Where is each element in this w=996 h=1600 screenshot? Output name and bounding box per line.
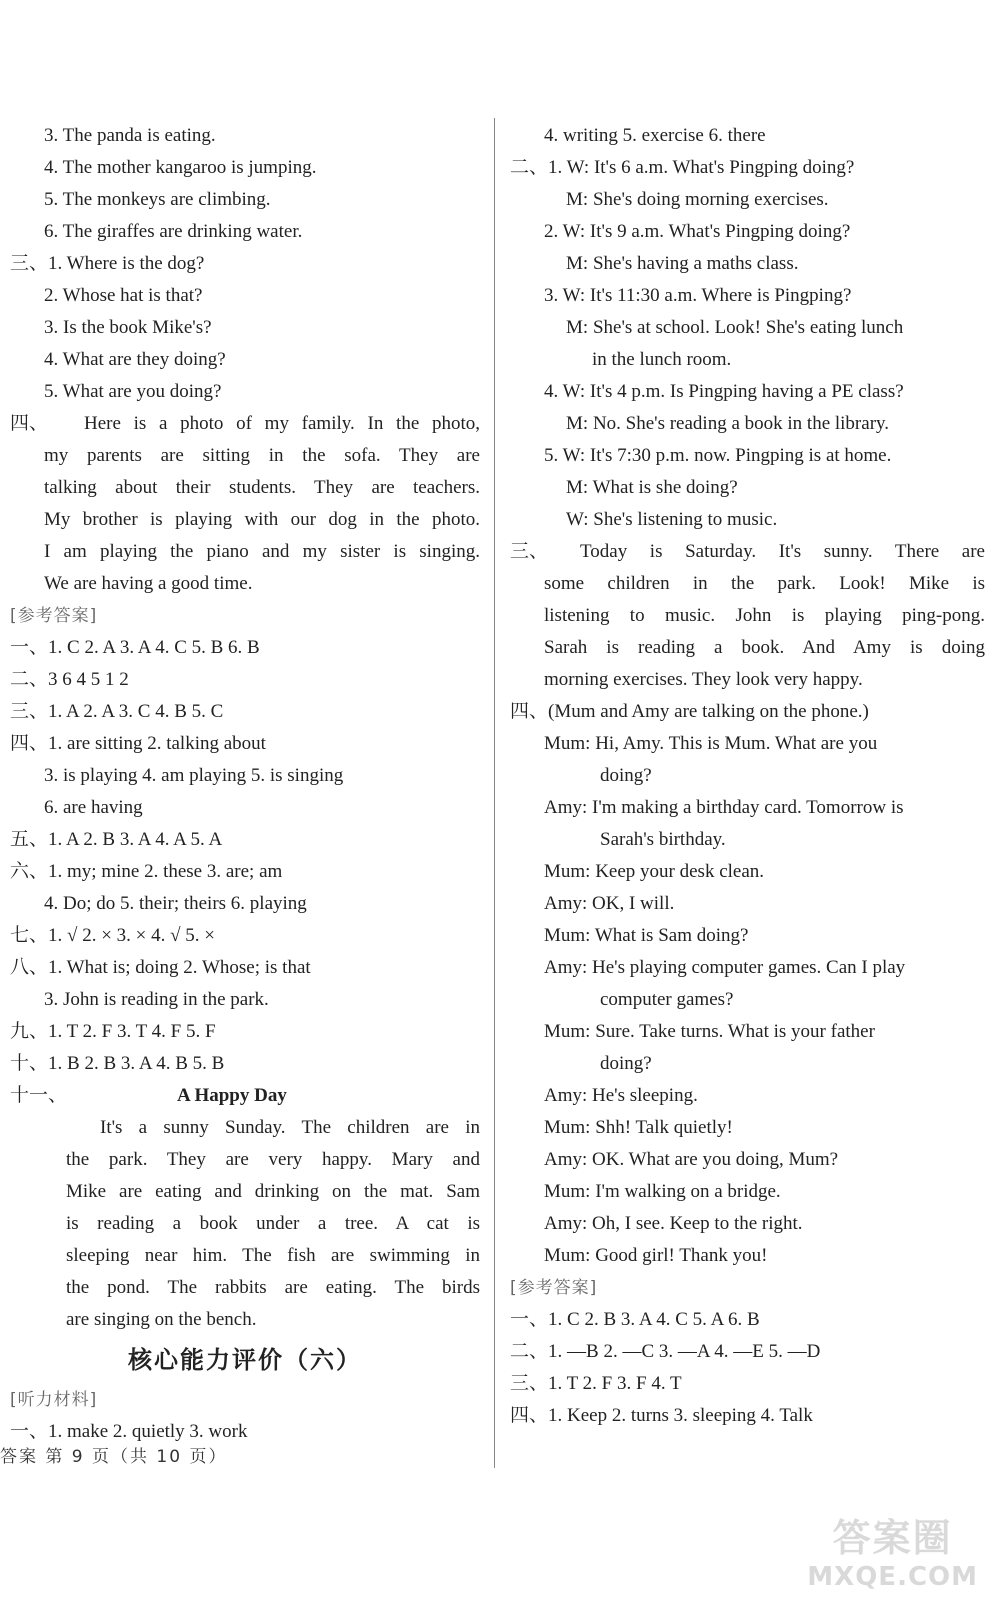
paragraph-line: Today is Saturday. It's sunny. There are xyxy=(580,541,985,562)
paragraph-line: We are having a good time. xyxy=(44,573,253,594)
answer-line xyxy=(10,824,480,856)
dialogue-line xyxy=(510,1144,985,1176)
dialogue-line xyxy=(510,312,985,344)
dialogue-line xyxy=(510,376,985,408)
section-label: 三、 xyxy=(10,701,49,722)
speaker: 2. W: xyxy=(544,221,586,242)
section-shiyi xyxy=(10,1080,480,1112)
dialogue-intro: (Mum and Amy are talking on the phone.) xyxy=(548,701,869,722)
answer-line xyxy=(10,856,480,888)
section-label: 十一、 xyxy=(10,1085,68,1106)
dialogue-line: Sarah's birthday. xyxy=(600,829,726,850)
question-item: 4. What are they doing? xyxy=(44,349,226,370)
dialogue-text: Good girl! Thank you! xyxy=(595,1245,768,1266)
answer-text: 1. my; mine 2. these 3. are; am xyxy=(48,861,283,882)
paragraph-line: Sarah is reading a book. And Amy is doing xyxy=(544,637,985,658)
section-label: 二、 xyxy=(510,157,549,178)
dialogue-line xyxy=(510,280,985,312)
speaker: Mum: xyxy=(544,925,591,946)
dialogue-text: What is she doing? xyxy=(592,477,738,498)
paragraph-line: Here is a photo of my family. In the photo, xyxy=(84,413,480,434)
dialogue-text: Shh! Talk quietly! xyxy=(595,1117,733,1138)
answer-text: 1. C 2. B 3. A 4. C 5. A 6. B xyxy=(548,1309,760,1330)
section-label: 八、 xyxy=(10,957,49,978)
answer-text: 1. T 2. F 3. T 4. F 5. F xyxy=(48,1021,216,1042)
answer-text: 1. √ 2. × 3. × 4. √ 5. × xyxy=(48,925,216,946)
answer-line xyxy=(10,728,480,760)
answer-line xyxy=(10,632,480,664)
dialogue-text: OK, I will. xyxy=(592,893,675,914)
answer-line xyxy=(10,1016,480,1048)
paragraph-line: morning exercises. They look very happy. xyxy=(544,669,863,690)
paragraph-line: talking about their students. They are teachers. xyxy=(44,477,480,498)
answers-header: [参考答案] xyxy=(10,606,98,626)
section-label: 二、 xyxy=(10,669,49,690)
text-line: 3. The panda is eating. xyxy=(44,125,216,146)
story-line: It's a sunny Sunday. The children are in xyxy=(100,1117,480,1138)
story-line: is reading a book under a tree. A cat is xyxy=(66,1213,480,1234)
speaker: M: xyxy=(566,477,589,498)
answer-line: 3. John is reading in the park. xyxy=(44,989,269,1010)
story-line: Mike are eating and drinking on the mat. Sam xyxy=(66,1181,480,1202)
dialogue-text: She's having a maths class. xyxy=(592,253,799,274)
answer-line xyxy=(510,1368,985,1400)
dialogue-text: He's sleeping. xyxy=(592,1085,698,1106)
story-line: the pond. The rabbits are eating. The birds xyxy=(66,1277,480,1298)
speaker: W: xyxy=(566,509,589,530)
watermark-url: MXQE.COM xyxy=(807,1562,978,1592)
answers-header: [参考答案] xyxy=(510,1278,598,1298)
answer-line xyxy=(510,1304,985,1336)
question-item: 5. What are you doing? xyxy=(44,381,222,402)
speaker: Mum: xyxy=(544,1181,591,1202)
answer-text: 1. make 2. quietly 3. work xyxy=(48,1421,248,1442)
section-label: 三、 xyxy=(510,541,549,562)
page-footer: 答案 第 9 页（共 10 页） xyxy=(0,1447,228,1467)
dialogue-text: Oh, I see. Keep to the right. xyxy=(592,1213,803,1234)
speaker: 1. W: xyxy=(548,157,590,178)
answer-text: 3 6 4 5 1 2 xyxy=(48,669,129,690)
column-divider xyxy=(494,118,495,1468)
watermark-logo xyxy=(807,1507,978,1592)
section-title: 核心能力评价（六） xyxy=(128,1346,362,1374)
answer-line xyxy=(10,696,480,728)
answer-text: 1. B 2. B 3. A 4. B 5. B xyxy=(48,1053,225,1074)
speaker: Mum: xyxy=(544,861,591,882)
dialogue-line xyxy=(510,1240,985,1272)
question-item: 1. Where is the dog? xyxy=(48,253,205,274)
dialogue-text: She's doing morning exercises. xyxy=(592,189,829,210)
speaker: Amy: xyxy=(544,1149,588,1170)
section-label: 一、 xyxy=(10,637,49,658)
dialogue-line xyxy=(510,1016,985,1048)
dialogue-text: I'm walking on a bridge. xyxy=(595,1181,781,1202)
story-title: A Happy Day xyxy=(177,1085,287,1106)
dialogue-line xyxy=(510,248,985,280)
dialogue-text: It's 7:30 p.m. now. Pingping is at home. xyxy=(589,445,892,466)
answer-line xyxy=(10,920,480,952)
speaker: Mum: xyxy=(544,1021,591,1042)
dialogue-line: computer games? xyxy=(600,989,734,1010)
answer-text: 1. are sitting 2. talking about xyxy=(48,733,266,754)
speaker: Amy: xyxy=(544,957,588,978)
section-label: 一、 xyxy=(510,1309,549,1330)
text-line: 4. writing 5. exercise 6. there xyxy=(544,125,766,146)
dialogue-line xyxy=(510,728,985,760)
dialogue-line xyxy=(510,184,985,216)
speaker: Amy: xyxy=(544,797,588,818)
dialogue-line xyxy=(510,920,985,952)
text-line: 6. The giraffes are drinking water. xyxy=(44,221,303,242)
story-line: are singing on the bench. xyxy=(66,1309,257,1330)
section-label: 九、 xyxy=(10,1021,49,1042)
dialogue-line: doing? xyxy=(600,1053,652,1074)
dialogue-text: Keep your desk clean. xyxy=(595,861,765,882)
dialogue-line xyxy=(510,888,985,920)
answer-line xyxy=(10,1048,480,1080)
section-label: 七、 xyxy=(10,925,49,946)
dialogue-line xyxy=(510,1208,985,1240)
story-line: sleeping near him. The fish are swimming in xyxy=(66,1245,480,1266)
dialogue-line xyxy=(510,472,985,504)
speaker: 5. W: xyxy=(544,445,586,466)
dialogue-text: What is Sam doing? xyxy=(594,925,749,946)
question-item: 3. Is the book Mike's? xyxy=(44,317,212,338)
answer-line: 3. is playing 4. am playing 5. is singing xyxy=(44,765,344,786)
left-column xyxy=(10,120,480,1448)
speaker: M: xyxy=(566,253,589,274)
dialogue-line xyxy=(510,952,985,984)
answer-text: 1. A 2. A 3. C 4. B 5. C xyxy=(48,701,224,722)
section-san xyxy=(510,536,985,568)
speaker: 3. W: xyxy=(544,285,586,306)
answer-line xyxy=(10,664,480,696)
section-label: 五、 xyxy=(10,829,49,850)
dialogue-line xyxy=(510,1176,985,1208)
paragraph-line: listening to music. John is playing ping-pong. xyxy=(544,605,985,626)
speaker: M: xyxy=(566,413,589,434)
question-item: 2. Whose hat is that? xyxy=(44,285,203,306)
section-label: 四、 xyxy=(510,1405,549,1426)
section-label: 六、 xyxy=(10,861,49,882)
paragraph-line: some children in the park. Look! Mike is xyxy=(544,573,985,594)
watermark-text: 答案圈 xyxy=(832,1516,953,1560)
answer-line: 6. are having xyxy=(44,797,143,818)
speaker: Amy: xyxy=(544,893,588,914)
answer-line xyxy=(510,1336,985,1368)
speaker: Amy: xyxy=(544,1213,588,1234)
dialogue-text: She's listening to music. xyxy=(593,509,778,530)
right-column xyxy=(510,120,985,1432)
speaker: M: xyxy=(566,317,589,338)
speaker: 4. W: xyxy=(544,381,586,402)
dialogue-text: He's playing computer games. Can I play xyxy=(592,957,906,978)
dialogue-text: No. She's reading a book in the library. xyxy=(592,413,890,434)
dialogue-line xyxy=(510,1112,985,1144)
dialogue-line: in the lunch room. xyxy=(592,349,732,370)
section-si xyxy=(10,408,480,440)
answer-line xyxy=(510,1400,985,1432)
answer-text: 1. Keep 2. turns 3. sleeping 4. Talk xyxy=(548,1405,813,1426)
answer-text: 1. A 2. B 3. A 4. A 5. A xyxy=(48,829,223,850)
section-label: 一、 xyxy=(10,1421,49,1442)
section-label: 三、 xyxy=(10,253,49,274)
dialogue-text: I'm making a birthday card. Tomorrow is xyxy=(592,797,904,818)
dialogue-line xyxy=(510,152,985,184)
dialogue-text: It's 6 a.m. What's Pingping doing? xyxy=(593,157,855,178)
speaker: Amy: xyxy=(544,1085,588,1106)
dialogue-line xyxy=(510,408,985,440)
dialogue-text: She's at school. Look! She's eating lunch xyxy=(592,317,904,338)
paragraph-line: my parents are sitting in the sofa. They are xyxy=(44,445,480,466)
dialogue-line xyxy=(510,440,985,472)
section-label: 二、 xyxy=(510,1341,549,1362)
section-label: 四、 xyxy=(10,733,49,754)
answer-line: 4. Do; do 5. their; theirs 6. playing xyxy=(44,893,307,914)
speaker: Mum: xyxy=(544,1245,591,1266)
story-line: the park. They are very happy. Mary and xyxy=(66,1149,480,1170)
answer-text: 1. C 2. A 3. A 4. C 5. B 6. B xyxy=(48,637,260,658)
answer-text: 1. —B 2. —C 3. —A 4. —E 5. —D xyxy=(548,1341,821,1362)
dialogue-text: Hi, Amy. This is Mum. What are you xyxy=(595,733,878,754)
dialogue-line xyxy=(510,216,985,248)
dialogue-text: It's 9 a.m. What's Pingping doing? xyxy=(589,221,851,242)
paragraph-line: My brother is playing with our dog in the photo. xyxy=(44,509,480,530)
section-si xyxy=(510,696,985,728)
section-san xyxy=(10,248,480,280)
speaker: Mum: xyxy=(544,733,591,754)
speaker: M: xyxy=(566,189,589,210)
dialogue-line: doing? xyxy=(600,765,652,786)
answer-text: 1. T 2. F 3. F 4. T xyxy=(548,1373,682,1394)
section-label: 四、 xyxy=(510,701,549,722)
dialogue-line xyxy=(510,504,985,536)
text-line: 5. The monkeys are climbing. xyxy=(44,189,271,210)
listening-header: [听力材料] xyxy=(10,1390,98,1410)
dialogue-line xyxy=(510,856,985,888)
dialogue-text: It's 4 p.m. Is Pingping having a PE class? xyxy=(589,381,904,402)
section-label: 四、 xyxy=(10,413,49,434)
section-label: 三、 xyxy=(510,1373,549,1394)
answer-text: 1. What is; doing 2. Whose; is that xyxy=(48,957,311,978)
section-label: 十、 xyxy=(10,1053,49,1074)
dialogue-text: It's 11:30 a.m. Where is Pingping? xyxy=(589,285,852,306)
dialogue-line xyxy=(510,1080,985,1112)
dialogue-text: Sure. Take turns. What is your father xyxy=(595,1021,875,1042)
answer-line xyxy=(10,952,480,984)
speaker: Mum: xyxy=(544,1117,591,1138)
text-line: 4. The mother kangaroo is jumping. xyxy=(44,157,317,178)
dialogue-line xyxy=(510,792,985,824)
paragraph-line: I am playing the piano and my sister is singing. xyxy=(44,541,480,562)
dialogue-text: OK. What are you doing, Mum? xyxy=(592,1149,839,1170)
